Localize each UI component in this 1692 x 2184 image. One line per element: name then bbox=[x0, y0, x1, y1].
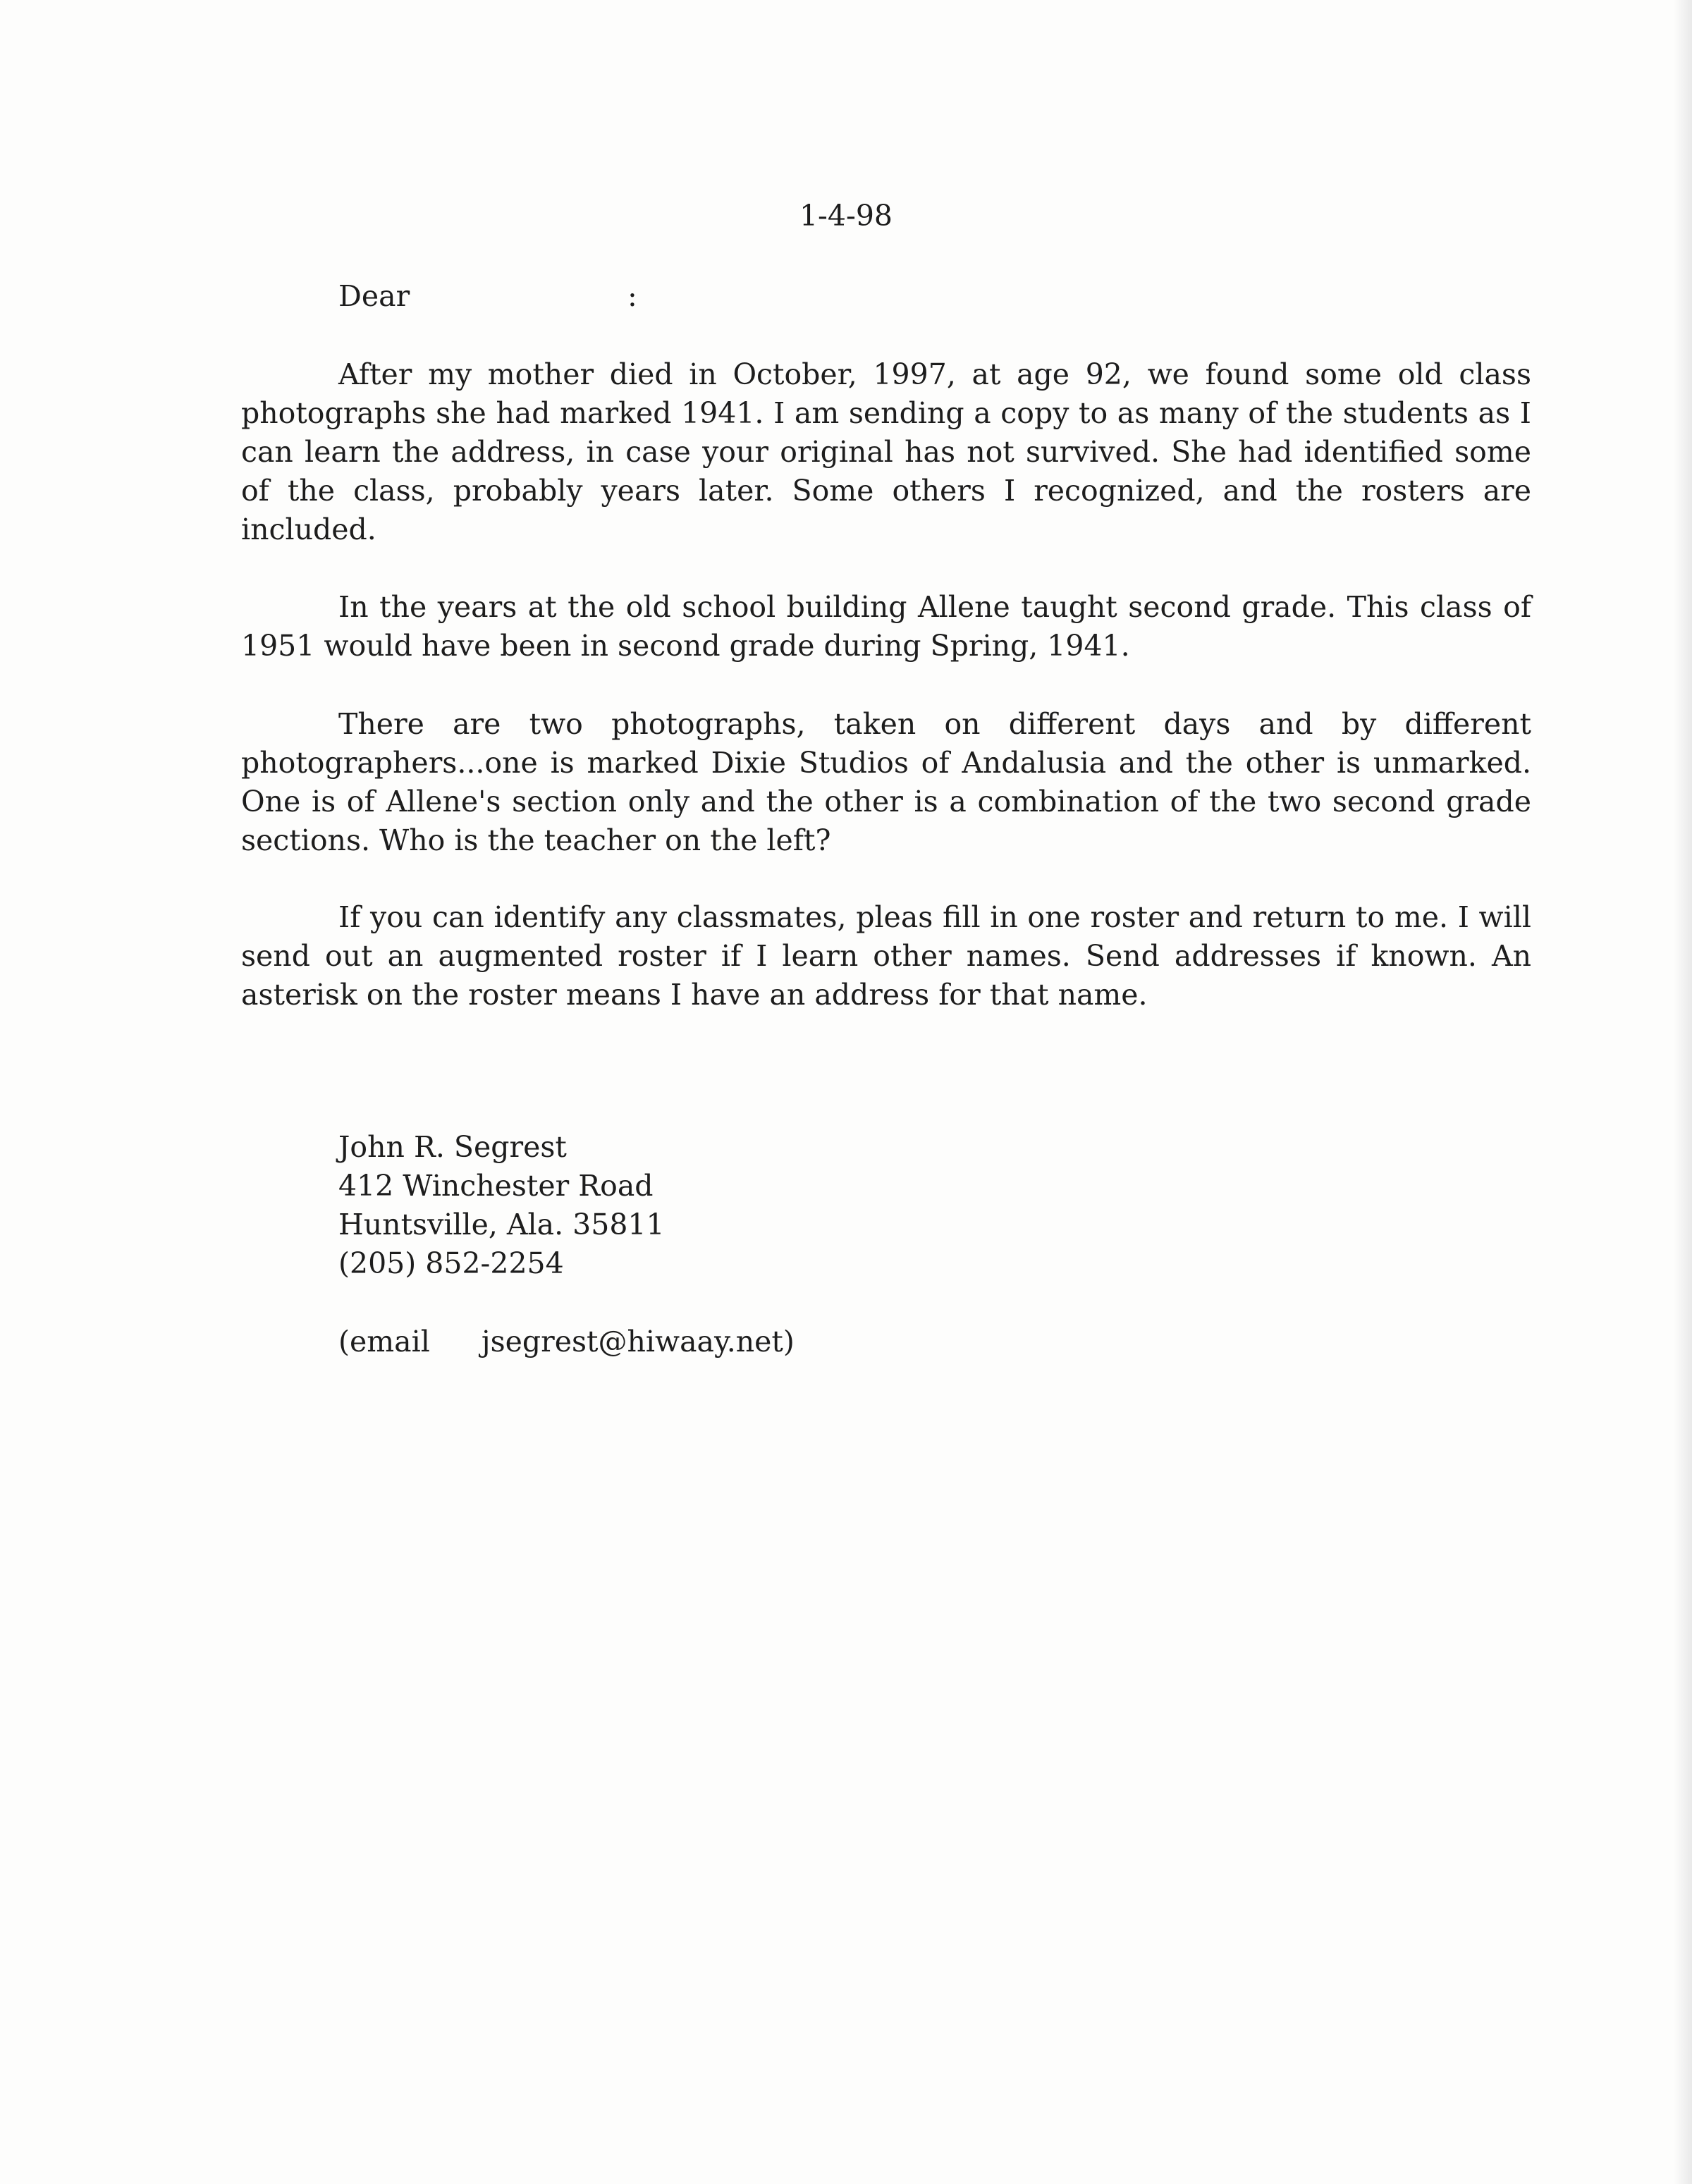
paragraph-2: In the years at the old school building Allene taught second grade. This class of 1951 would have been in second grade during Spring, 1941. bbox=[241, 590, 1531, 663]
paragraph-4: If you can identify any classmates, pleas fill in one roster and return to me. I will send out an augmented roster if I learn other names. Send addresses if known. An asterisk on the roster means I have an address for that name. bbox=[241, 900, 1531, 1012]
signature-city: Huntsville, Ala. 35811 bbox=[338, 1208, 665, 1241]
signature-phone: (205) 852-2254 bbox=[338, 1246, 564, 1280]
page-edge bbox=[1674, 0, 1692, 2184]
letter-date: 1-4-98 bbox=[799, 199, 893, 233]
salutation bbox=[338, 279, 637, 313]
signature-block bbox=[338, 1128, 665, 1283]
signature-street: 412 Winchester Road bbox=[338, 1169, 654, 1203]
salutation-text: Dear bbox=[338, 279, 410, 313]
paragraph-3: There are two photographs, taken on different days and by different photographers...one is marked Dixie Studios of Andalusia and the other is unmarked. One is of Allene's section only and the other is a combination of the two second grade sections. Who is the teacher on the left? bbox=[241, 707, 1531, 857]
email-address: jsegrest@hiwaay.net) bbox=[481, 1325, 795, 1358]
salutation-colon: : bbox=[627, 279, 637, 313]
email-line bbox=[338, 1325, 795, 1358]
email-prefix: (email bbox=[338, 1325, 430, 1358]
paragraph-1: After my mother died in October, 1997, at age 92, we found some old class photographs she had marked 1941. I am sending a copy to as many of the students as I can learn the address, in case your original has not survived. She had identified some of the class, probably years later. Some others I recognized, and the rosters are included. bbox=[241, 357, 1531, 546]
signature-name: John R. Segrest bbox=[338, 1130, 567, 1164]
